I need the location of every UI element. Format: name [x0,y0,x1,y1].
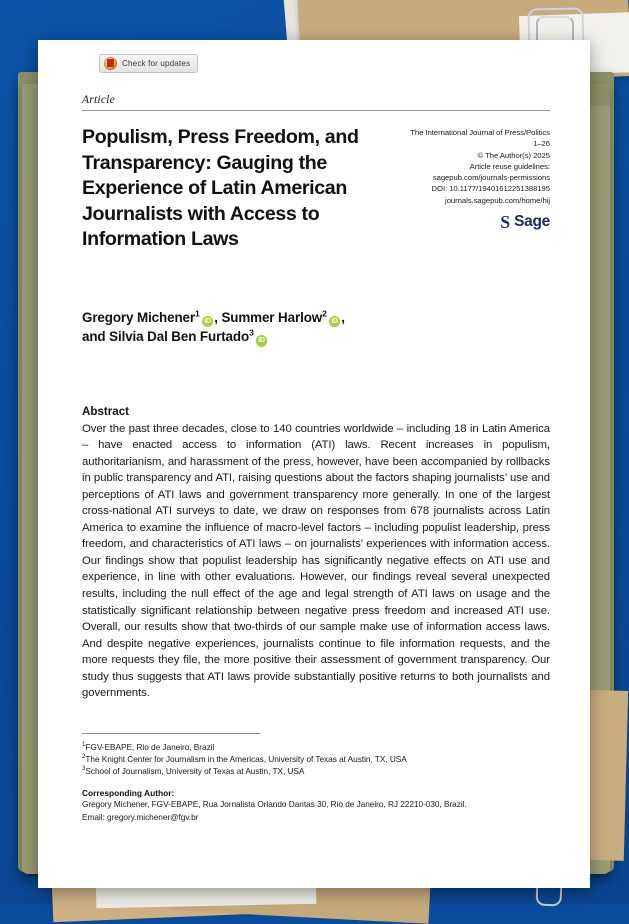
journal-home-url[interactable]: journals.sagepub.com/home/hij [445,195,550,205]
doi-line[interactable]: DOI: 10.1177/19401612251388195 [431,184,550,194]
abstract-text: Over the past three decades, close to 140 countries worldwide – including 18 in Latin America – have enacted access to information (ATI) laws. Recent increases in populism, authoritarianism, and harassment of the press, however, have been accompanied by rollbacks in public transparency and ATI, raising questions about the factors shaping journalists’ use and perceptions of ATI laws and government transparency more generally. In one of the largest cross-national ATI surveys to date, we draw on responses from 678 journalists across Latin America to examine the influence of macro-level factors – including populist leadership, press freedom, and characteristics of ATI laws – on journalists’ experiences with information access. Our findings show that populist leadership has significantly negative effects on ATI use and experience, in line with other evaluations. However, our findings reveal several unexpected results, including the null effect of the age and legal strength of ATI laws on usage and the statistically significant relationship between negative press freedom and increased ATI use. Overall, our results show that two-thirds of our sample make use of information access laws. And despite negative experiences, journalists continue to file information requests, and the more requests they file, the more positive their assessment of government transparency. Our study thus suggests that ATI laws provide substantially positive returns to both journalists and governments. [82,422,550,700]
journal-name: The International Journal of Press/Politics [410,128,550,137]
article-page [38,40,590,888]
author-affil-marker-3: 3 [249,327,254,338]
affiliation-item [82,741,550,753]
crossmark-icon [104,57,117,70]
title-and-metadata-row [82,125,550,253]
author-name-3: Silvia Dal Ben Furtado [109,329,250,344]
page-title: Populism, Press Freedom, and Transparency: Gauging the Experience of Latin American Journalists with Access to Information Laws [82,126,359,250]
orcid-icon-3[interactable]: iD [256,335,268,347]
header-divider [82,110,550,111]
author-affil-marker-1: 1 [195,308,200,319]
title-column [82,125,392,253]
author-affil-marker-2: 2 [322,308,327,319]
affiliations-block [82,741,550,778]
check-for-updates-label: Check for updates [122,59,191,68]
affiliation-text-1: FGV-EBAPE, Rio de Janeiro, Brazil [85,741,215,752]
permissions-url[interactable]: sagepub.com/journals-permissions [432,173,550,183]
author-conjunction: and [82,329,110,344]
author-name-2: Summer Harlow [221,309,323,325]
affiliation-marker-2: 2 [82,753,86,761]
corresponding-author-email[interactable]: Email: gregory.michener@fgv.br [82,811,199,822]
sage-logo [392,213,550,231]
affiliation-text-2: The Knight Center for Journalism in the Americas, University of Texas at Austin, TX, USA [85,754,407,764]
reuse-guidelines-label: Article reuse guidelines: [469,161,550,171]
page-range: 1–26 [533,139,550,149]
orcid-icon-1[interactable]: iD [202,316,214,328]
sage-wordmark: Sage [514,213,550,231]
affiliation-marker-3: 3 [82,765,86,773]
copyright-line: © The Author(s) 2025 [477,150,550,160]
section-label: Article [82,93,115,106]
footnote-divider [82,733,260,734]
sage-s-mark: S [500,211,511,232]
author-name-1: Gregory Michener [82,309,195,325]
author-list: Gregory Michener$^1$iD , Summer Harlow$^2$iD , and Silvia Dal Ben Furtado$^3$iD [82,308,550,347]
abstract-heading: Abstract [82,404,130,418]
corresponding-author-heading: Corresponding Author: [82,788,175,799]
orcid-icon-2[interactable]: iD [329,316,341,328]
journal-metadata [392,125,550,253]
affiliation-item [82,765,550,777]
affiliation-item [82,753,550,765]
affiliation-marker-1: 1 [82,741,86,749]
affiliation-text-3: School of Journalism, University of Texas at Austin, TX, USA [85,766,305,777]
check-for-updates-badge[interactable] [99,54,198,73]
corresponding-author-address: Gregory Michener, FGV-EBAPE, Rua Jornalista Orlando Dantas 30, Rio de Janeiro, RJ 22210-030, Brazil. [82,799,467,810]
